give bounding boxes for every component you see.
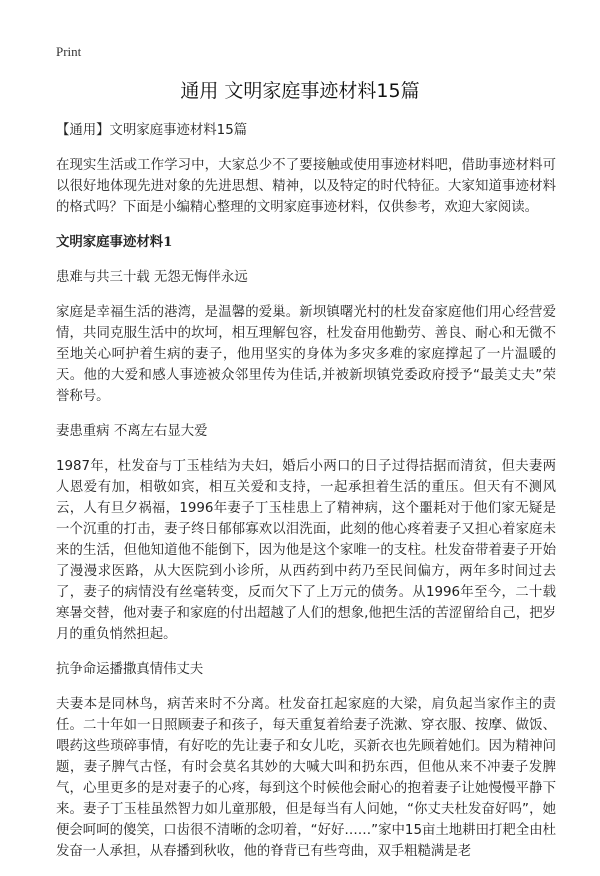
document-body	[56, 120, 556, 876]
heading-2: 妻患重病 不离左右显大爱	[56, 424, 208, 439]
paragraph-3: 夫妻本是同林鸟，病苦来时不分离。杜发奋扛起家庭的大梁，肩负起当家作主的责任。二十年如一日照顾妻子和孩子，每天重复着给妻子洗漱、穿衣服、按摩、做饭、喂药这些琐碎事情，有好吃的先让妻子和女儿吃，买新衣也先顾着她们。因为精神问题，妻子脾气古怪，有时会莫名其妙的大喊大叫和扔东西，但他从来不冲妻子发脾气，心里更多的是对妻子的心疼，每到这个时候他会耐心的抱着妻子让她慢慢平静下来。妻子丁玉桂虽然智力如儿童那般，但是每当有人问她，“你丈夫杜发奋好吗”，她便会呵呵的傻笑，口齿很不清晰的念叨着，“好好……”家中15亩土地耕田打耙全由杜发奋一人承担，从春播到秋收，他的脊背已有些弯曲，双手粗糙满是老	[56, 697, 556, 859]
document-title: 通用 文明家庭事迹材料15篇	[180, 80, 420, 102]
paragraph-2: 1987年，杜发奋与丁玉桂结为夫妇，婚后小两口的日子过得拮据而清贫，但夫妻两人恩爱有加，相敬如宾，相互关爱和支持，一起承担着生活的重压。但天有不测风云，人有旦夕祸福，1996年妻子丁玉桂患上了精神病，这个噩耗对于他们家无疑是一个沉重的打击，妻子终日郁郁寡欢以泪洗面，此刻的他心疼着妻子又担心着家庭未来的生活，但他知道他不能倒下，因为他是这个家唯一的支柱。杜发奋带着妻子开始了漫漫求医路，从大医院到小诊所，从西药到中药乃至民间偏方，两年多时间过去了，妻子的病情没有丝毫转变，反而欠下了上万元的债务。从1996年至今，二十载寒暑交替，他对妻子和家庭的付出超越了人们的想象,他把生活的苦涩留给自己，把岁月的重负悄然担起。	[56, 459, 556, 642]
heading-1: 患难与共三十载 无怨无悔伴永远	[56, 270, 248, 285]
intro-paragraph: 在现实生活或工作学习中，大家总少不了要接触或使用事迹材料吧，借助事迹材料可以很好地体现先进对象的先进思想、精神，以及特定的时代特征。大家知道事迹材料的格式吗？下面是小编精心整理的文明家庭事迹材料，仅供参考，欢迎大家阅读。	[56, 158, 556, 215]
document-subtitle: 【通用】文明家庭事迹材料15篇	[56, 123, 248, 138]
print-label[interactable]: Print	[56, 44, 82, 59]
paragraph-1: 家庭是幸福生活的港湾，是温馨的爱巢。新坝镇曙光村的杜发奋家庭他们用心经营爱情，共同克服生活中的坎坷，相互理解包容，杜发奋用他勤劳、善良、耐心和无微不至地关心呵护着生病的妻子，他用坚实的身体为多灾多难的家庭撑起了一片温暖的天。他的大爱和感人事迹被众邻里传为佳话,并被新坝镇党委政府授予“最美丈夫”荣誉称号。	[56, 305, 556, 404]
heading-3: 抗争命运播撒真情伟丈夫	[56, 662, 204, 677]
section-title: 文明家庭事迹材料1	[56, 234, 173, 250]
